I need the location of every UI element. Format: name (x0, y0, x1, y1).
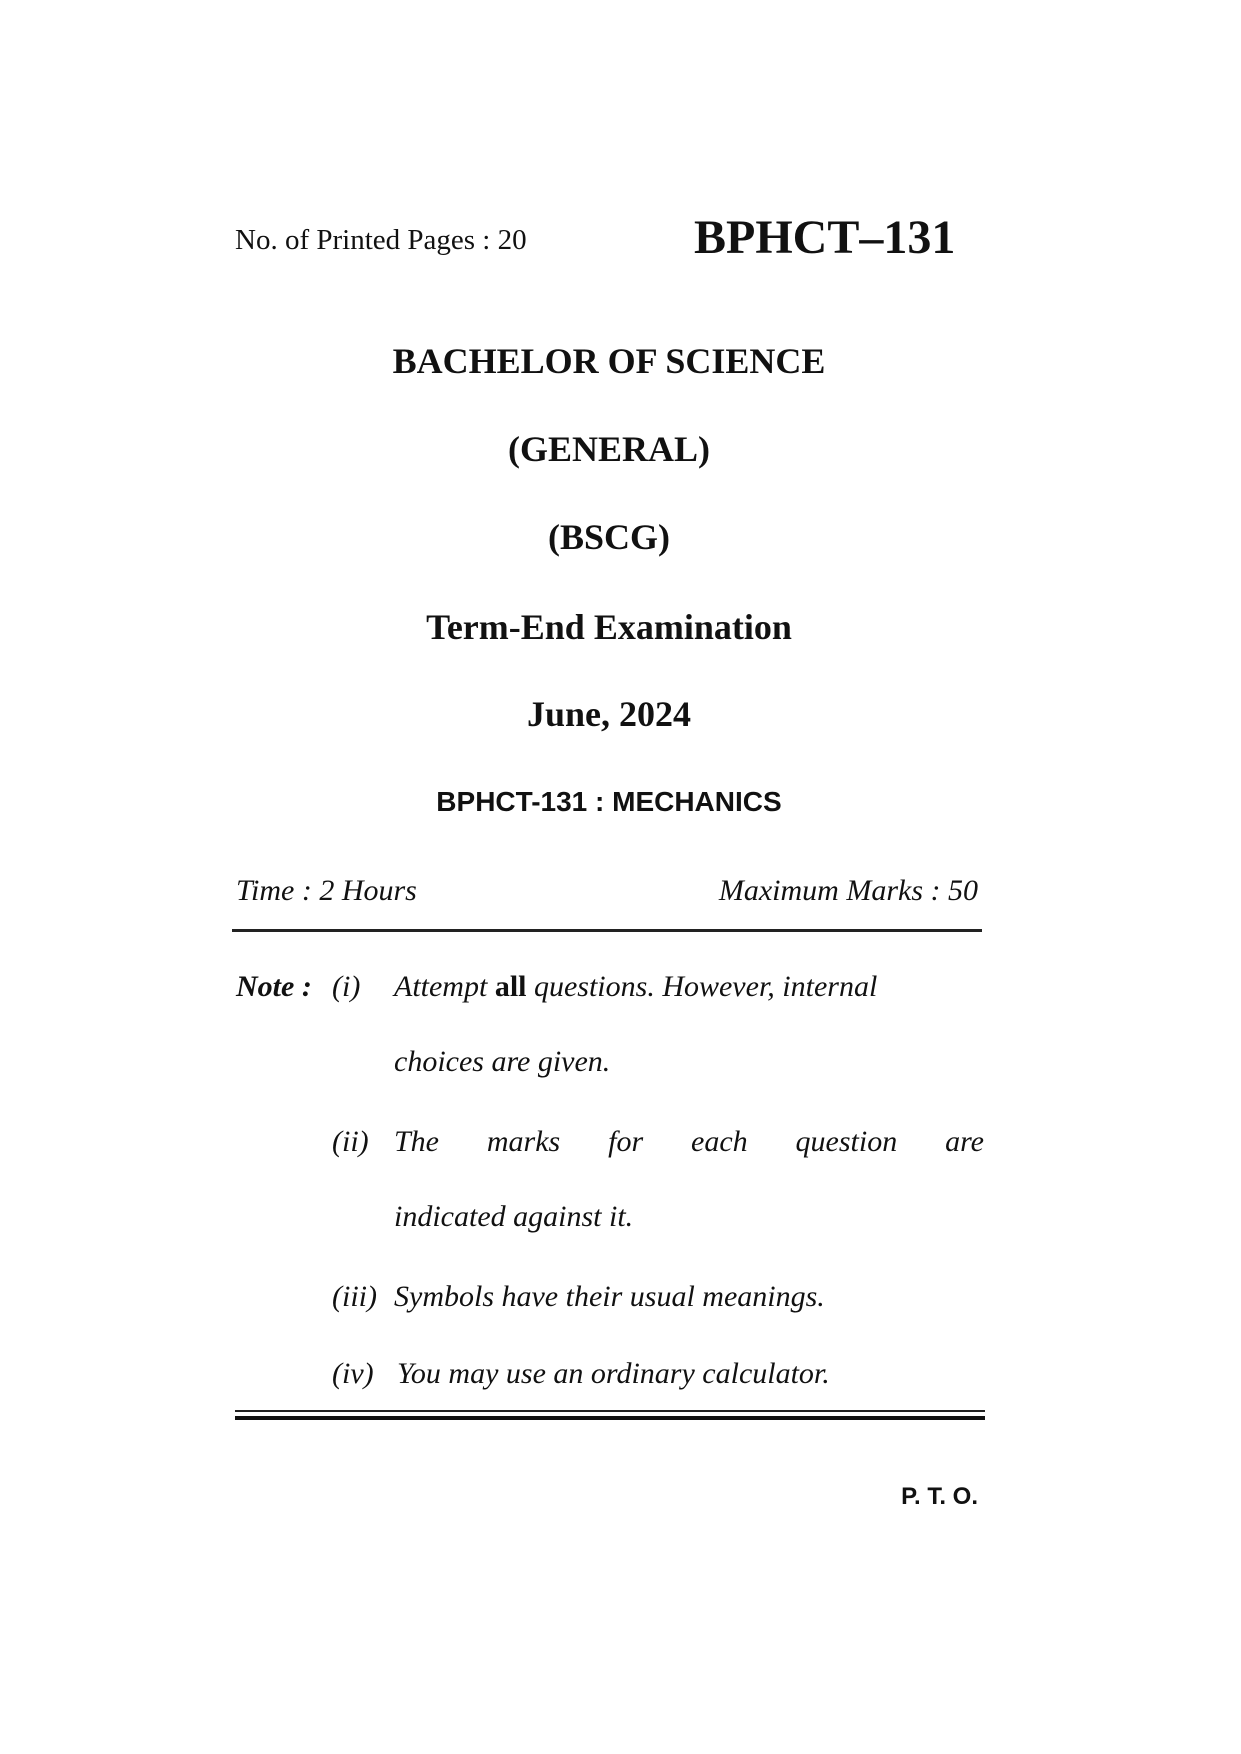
note-item-continuation: indicated against it. (394, 1200, 634, 1233)
emphasis-all: all (494, 970, 527, 1003)
exam-title: Term-End Examination (426, 607, 792, 647)
printed-pages-count: No. of Printed Pages : 20 (235, 224, 527, 256)
note-number: (i) (332, 970, 361, 1003)
programme-code: (BSCG) (547, 517, 670, 557)
double-rule-bottom (235, 1416, 985, 1420)
note-item-text: Attempt all questions. However, internal (394, 970, 878, 1003)
stream-title: (GENERAL) (507, 429, 710, 469)
note-number: (ii) (332, 1125, 369, 1158)
note-label: Note : (236, 970, 312, 1003)
note-item-continuation: choices are given. (394, 1045, 611, 1078)
paper-code: BPHCT–131 (694, 211, 956, 264)
please-turn-over: P. T. O. (901, 1483, 978, 1510)
exam-time: Time : 2 Hours (236, 874, 417, 907)
degree-title: BACHELOR OF SCIENCE (392, 341, 826, 381)
note-item-text: You may use an ordinary calculator. (397, 1357, 830, 1390)
subject-title: BPHCT-131 : MECHANICS (436, 786, 782, 817)
note-number: (iii) (332, 1280, 377, 1313)
exam-session: June, 2024 (526, 694, 692, 734)
note-item-text: Symbols have their usual meanings. (394, 1280, 825, 1313)
max-marks: Maximum Marks : 50 (718, 874, 978, 907)
note-item-text: The marks for each question are (394, 1125, 984, 1158)
divider-rule (232, 929, 982, 932)
note-number: (iv) (332, 1357, 374, 1390)
double-rule-top (235, 1410, 985, 1412)
